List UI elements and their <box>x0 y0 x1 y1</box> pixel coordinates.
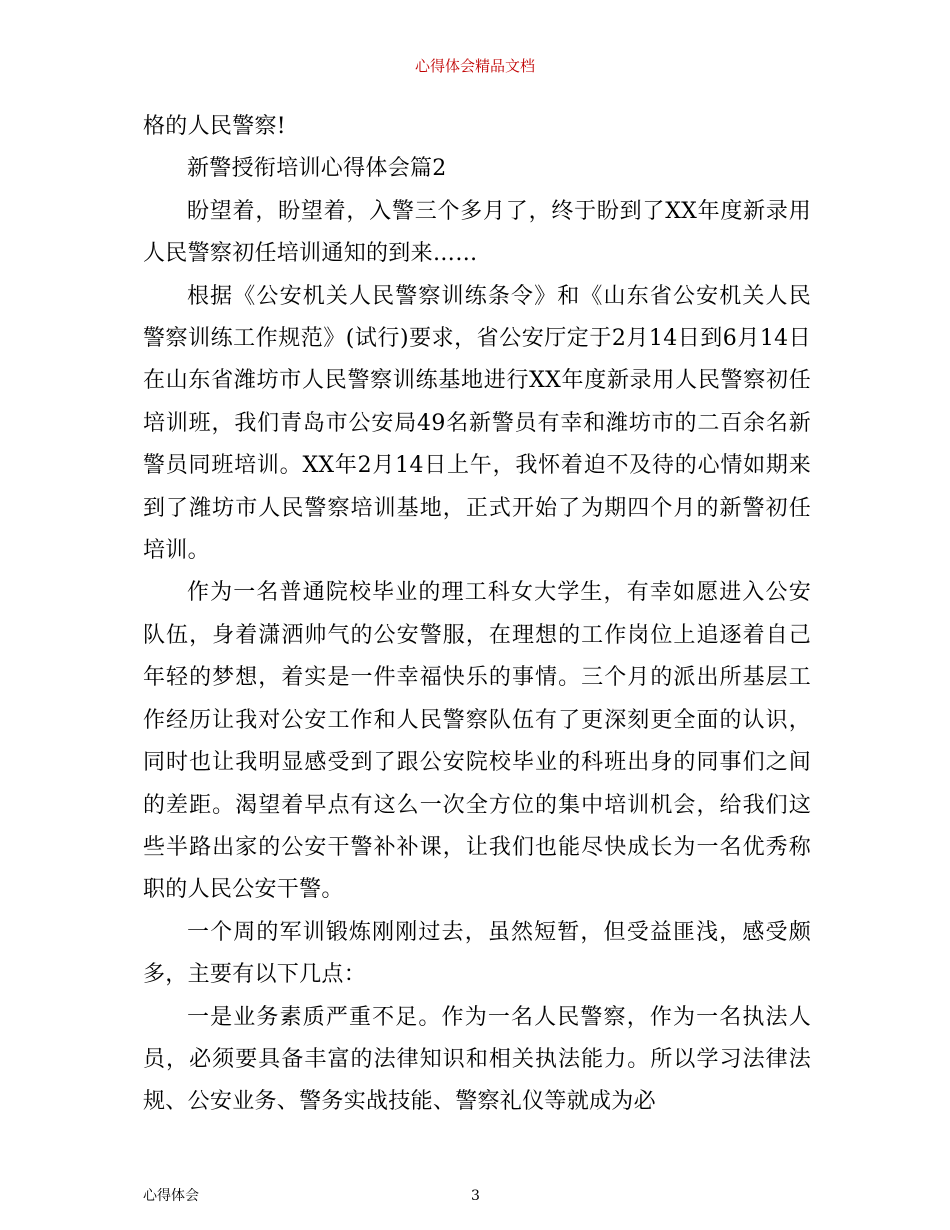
page-footer <box>143 1186 811 1206</box>
footer-label: 心得体会 <box>143 1188 199 1204</box>
paragraph: 一个周的军训锻炼刚刚过去，虽然短暂，但受益匪浅，感受颇多，主要有以下几点： <box>143 919 811 988</box>
document-body <box>143 106 811 1124</box>
page-header-title: 心得体会精品文档 <box>414 57 535 75</box>
paragraph: 根据《公安机关人民警察训练条令》和《山东省公安机关人民警察训练工作规范》(试行)要求，省公安厅定于2月14日到6月14日在山东省潍坊市人民警察训练基地进行XX年度新录用人民警察初任培训班，我们青岛市公安局49名新警员有幸和潍坊市的二百余名新警员同班培训。XX年2月14日上午，我怀着迫不及待的心情如期来到了潍坊市人民警察培训基地，正式开始了为期四个月的新警初任培训。 <box>143 283 811 564</box>
page-number: 3 <box>471 1188 480 1204</box>
paragraph: 一是业务素质严重不足。作为一名人民警察，作为一名执法人员，必须要具备丰富的法律知识和相关执法能力。所以学习法律法规、公安业务、警务实战技能、警察礼仪等就成为必 <box>143 1004 811 1115</box>
section-heading: 新警授衔培训心得体会篇2 <box>187 156 447 182</box>
paragraph: 作为一名普通院校毕业的理工科女大学生，有幸如愿进入公安队伍，身着潇洒帅气的公安警服，在理想的工作岗位上追逐着自己年轻的梦想，着实是一件幸福快乐的事情。三个月的派出所基层工作经历让我对公安工作和人民警察队伍有了更深刻更全面的认识，同时也让我明显感受到了跟公安院校毕业的科班出身的同事们之间的差距。渴望着早点有这么一次全方位的集中培训机会，给我们这些半路出家的公安干警补补课，让我们也能尽快成长为一名优秀称职的人民公安干警。 <box>143 580 811 903</box>
paragraph-continuation: 格的人民警察! <box>143 114 286 139</box>
paragraph: 盼望着，盼望着，入警三个多月了，终于盼到了XX年度新录用人民警察初任培训通知的到来…… <box>143 198 811 267</box>
